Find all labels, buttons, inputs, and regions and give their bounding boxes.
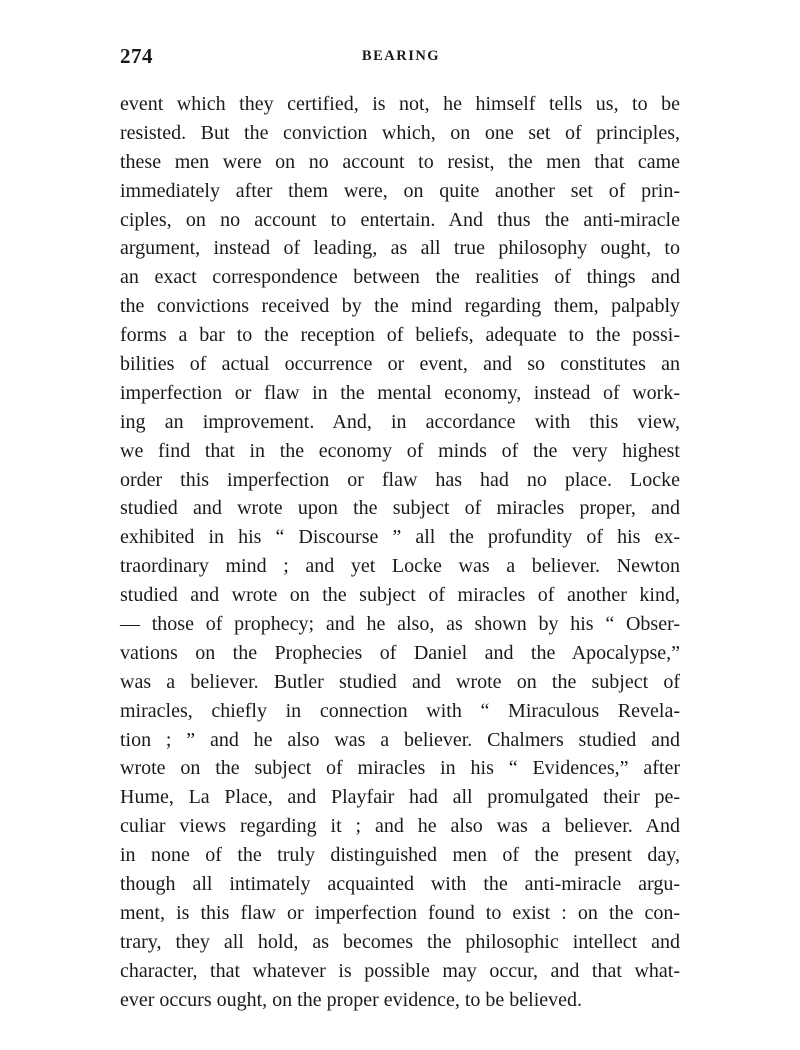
text-line: immediately after them were, on quite another set of prin- [120,179,680,202]
text-line: in none of the truly distinguished men of the present day, [120,844,680,867]
text-line: we find that in the economy of minds of the very highest [120,439,680,462]
text-line: argument, instead of leading, as all true philosophy ought, to [120,237,680,260]
text-line: trary, they all hold, as becomes the philosophic intellect and [120,930,680,953]
text-line: character, that whatever is possible may occur, and that what- [120,959,680,982]
text-line: resisted. But the conviction which, on one set of principles, [120,121,680,144]
text-line: though all intimately acquainted with the anti-miracle argu- [120,873,680,896]
text-line: studied and wrote upon the subject of miracles proper, and [120,497,680,520]
text-line: ment, is this flaw or imperfection found to exist : on the con- [120,901,680,924]
text-line: ciples, on no account to entertain. And thus the anti-miracle [120,208,680,231]
text-line: tion ; ” and he also was a believer. Chalmers studied and [120,728,680,751]
text-line: the convictions received by the mind regarding them, palpably [120,295,680,318]
text-line: vations on the Prophecies of Daniel and the Apocalypse,” [120,641,680,664]
text-line: Hume, La Place, and Playfair had all promulgated their pe- [120,786,680,809]
text-line: an exact correspondence between the realities of things and [120,266,680,289]
text-line: imperfection or flaw in the mental economy, instead of work- [120,381,680,404]
text-line: ever occurs ought, on the proper evidence, to be believed. [120,988,583,1011]
text-line: traordinary mind ; and yet Locke was a believer. Newton [120,555,680,578]
running-title: BEARING [361,48,441,64]
text-line: event which they certified, is not, he himself tells us, to be [120,93,680,115]
text-line: these men were on no account to resist, the men that came [120,150,680,173]
text-line: forms a bar to the reception of beliefs, adequate to the possi- [120,324,680,347]
running-head [120,44,682,74]
text-line: miracles, chiefly in connection with “ Miraculous Revela- [120,699,680,722]
text-line: exhibited in his “ Discourse ” all the profundity of his ex- [120,526,680,549]
page-number: 274 [120,44,153,68]
text-line: was a believer. Butler studied and wrote on the subject of [120,670,680,693]
text-line: order this imperfection or flaw has had no place. Locke [120,468,680,491]
body-text [120,90,680,1015]
text-line: ing an improvement. And, in accordance with this view, [120,410,680,433]
text-line: wrote on the subject of miracles in his “ Evidences,” after [120,757,680,780]
text-line: — those of prophecy; and he also, as shown by his “ Obser- [120,613,680,636]
text-line: studied and wrote on the subject of miracles of another kind, [120,584,680,607]
text-line: bilities of actual occurrence or event, and so constitutes an [120,353,680,376]
text-line: culiar views regarding it ; and he also was a believer. And [120,815,680,838]
